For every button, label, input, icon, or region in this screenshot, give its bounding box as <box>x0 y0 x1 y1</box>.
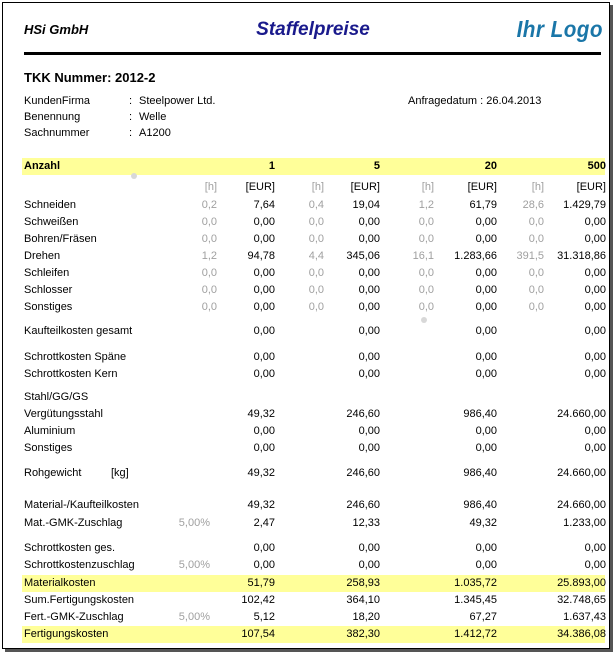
cost-row <box>22 423 605 440</box>
hours-cell: 0,0 <box>528 216 544 228</box>
eur-cell: 0,00 <box>358 301 380 313</box>
eur-cell: 7,64 <box>253 199 275 211</box>
eur-cell: 25.893,00 <box>557 577 606 589</box>
info-separator: : <box>129 95 133 107</box>
row-label: Materialkosten <box>24 577 96 589</box>
cost-row <box>22 609 605 626</box>
cost-row <box>22 540 605 557</box>
eur-cell: 0,00 <box>358 351 380 363</box>
info-value: A1200 <box>139 127 171 139</box>
eur-cell: 0,00 <box>475 216 497 228</box>
unit-eur: [EUR] <box>350 181 380 193</box>
row-label: Sonstiges <box>24 301 73 313</box>
eur-cell: 0,00 <box>253 233 275 245</box>
eur-cell: 0,00 <box>584 301 606 313</box>
row-label: Schrottkosten Späne <box>24 351 127 363</box>
row-label: Rohgewicht <box>24 467 82 479</box>
eur-cell: 0,00 <box>358 559 380 571</box>
hours-cell: 0,2 <box>201 199 217 211</box>
eur-cell: 0,00 <box>358 325 380 337</box>
row-label: Mat.-GMK-Zuschlag <box>24 517 123 529</box>
eur-cell: 0,00 <box>584 284 606 296</box>
hours-cell: 0,0 <box>308 284 324 296</box>
hours-cell: 0,0 <box>201 284 217 296</box>
cost-row <box>22 366 605 383</box>
cost-row <box>22 497 605 514</box>
eur-cell: 19,04 <box>352 199 380 211</box>
eur-cell: 0,00 <box>358 233 380 245</box>
hours-cell: 0,4 <box>308 199 324 211</box>
process-row <box>22 248 605 265</box>
unit-hours: [h] <box>531 181 544 193</box>
eur-cell: 0,00 <box>584 325 606 337</box>
eur-cell: 1.345,45 <box>454 594 497 606</box>
hours-cell: 391,5 <box>516 250 544 262</box>
cost-row <box>22 592 605 609</box>
unit-hours: [h] <box>204 181 217 193</box>
row-label: Schrottkosten Kern <box>24 368 118 380</box>
eur-cell: 0,00 <box>475 284 497 296</box>
hours-cell: 0,0 <box>308 301 324 313</box>
eur-cell: 246,60 <box>346 499 380 511</box>
eur-cell: 986,40 <box>463 499 497 511</box>
process-row <box>22 299 605 316</box>
eur-cell: 49,32 <box>469 517 497 529</box>
company-logo: Ihr Logo <box>516 16 603 42</box>
eur-cell: 94,78 <box>247 250 275 262</box>
eur-cell: 0,00 <box>358 216 380 228</box>
eur-cell: 0,00 <box>358 425 380 437</box>
eur-cell: 0,00 <box>253 542 275 554</box>
row-label: Bohren/Fräsen <box>24 233 97 245</box>
eur-cell: 0,00 <box>253 325 275 337</box>
hours-cell: 1,2 <box>201 250 217 262</box>
eur-cell: 0,00 <box>475 301 497 313</box>
eur-cell: 1.637,43 <box>563 611 606 623</box>
hours-cell: 0,0 <box>418 233 434 245</box>
hours-cell: 0,0 <box>201 301 217 313</box>
eur-cell: 1.429,79 <box>563 199 606 211</box>
unit-hours: [h] <box>421 181 434 193</box>
document-page <box>2 2 610 649</box>
eur-cell: 1.233,00 <box>563 517 606 529</box>
hours-cell: 28,6 <box>522 199 544 211</box>
hours-cell: 0,0 <box>528 284 544 296</box>
eur-cell: 0,00 <box>475 267 497 279</box>
process-row <box>22 214 605 231</box>
eur-cell: 0,00 <box>475 442 497 454</box>
surcharge-percent: 5,00% <box>178 517 210 529</box>
row-label: Schrottkosten ges. <box>24 542 116 554</box>
cost-row <box>22 575 605 592</box>
tkk-number: TKK Nummer: 2012-2 <box>24 70 156 85</box>
row-label: Schlosser <box>24 284 73 296</box>
info-label: KundenFirma <box>24 95 91 107</box>
eur-cell: 24.660,00 <box>557 467 606 479</box>
eur-cell: 0,00 <box>358 542 380 554</box>
cost-row <box>22 626 605 643</box>
eur-cell: 0,00 <box>584 542 606 554</box>
eur-cell: 0,00 <box>584 368 606 380</box>
eur-cell: 24.660,00 <box>557 499 606 511</box>
eur-cell: 246,60 <box>346 408 380 420</box>
row-label: Stahl/GG/GS <box>24 391 89 403</box>
hours-cell: 0,0 <box>201 216 217 228</box>
hours-cell: 0,0 <box>418 267 434 279</box>
cost-row <box>22 389 605 406</box>
unit-eur: [EUR] <box>576 181 606 193</box>
hours-cell: 0,0 <box>201 233 217 245</box>
eur-cell: 0,00 <box>584 351 606 363</box>
hours-cell: 0,0 <box>308 216 324 228</box>
cost-row <box>22 557 605 574</box>
hours-cell: 0,0 <box>528 233 544 245</box>
surcharge-percent: 5,00% <box>178 559 210 571</box>
eur-cell: 5,12 <box>253 611 275 623</box>
eur-cell: 1.412,72 <box>454 628 497 640</box>
hours-cell: 0,0 <box>201 267 217 279</box>
eur-cell: 0,00 <box>253 216 275 228</box>
unit-eur: [EUR] <box>245 181 275 193</box>
row-label: Sum.Fertigungskosten <box>24 594 135 606</box>
eur-cell: 0,00 <box>253 442 275 454</box>
eur-cell: 24.660,00 <box>557 408 606 420</box>
scan-smudge <box>421 317 427 323</box>
eur-cell: 0,00 <box>584 267 606 279</box>
eur-cell: 67,27 <box>469 611 497 623</box>
hours-cell: 0,0 <box>308 233 324 245</box>
row-label: Vergütungsstahl <box>24 408 103 420</box>
hours-cell: 16,1 <box>412 250 434 262</box>
info-separator: : <box>129 127 133 139</box>
row-label: Kaufteilkosten gesamt <box>24 325 133 337</box>
eur-cell: 2,47 <box>253 517 275 529</box>
eur-cell: 1.035,72 <box>454 577 497 589</box>
hours-cell: 0,0 <box>528 301 544 313</box>
eur-cell: 0,00 <box>475 351 497 363</box>
eur-cell: 0,00 <box>253 368 275 380</box>
inquiry-date: Anfragedatum : 26.04.2013 <box>408 95 542 107</box>
eur-cell: 12,33 <box>352 517 380 529</box>
eur-cell: 0,00 <box>584 559 606 571</box>
unit-eur: [EUR] <box>467 181 497 193</box>
eur-cell: 0,00 <box>475 425 497 437</box>
eur-cell: 51,79 <box>247 577 275 589</box>
row-label: Material-/Kaufteilkosten <box>24 499 139 511</box>
eur-cell: 0,00 <box>358 284 380 296</box>
eur-cell: 0,00 <box>253 267 275 279</box>
row-label: Fertigungskosten <box>24 628 109 640</box>
hours-cell: 0,0 <box>418 284 434 296</box>
row-label: Schneiden <box>24 199 76 211</box>
page-header <box>3 3 609 55</box>
row-label: Aluminium <box>24 425 76 437</box>
eur-cell: 0,00 <box>584 442 606 454</box>
eur-cell: 382,30 <box>346 628 380 640</box>
eur-cell: 0,00 <box>253 559 275 571</box>
anzahl-label: Anzahl <box>24 160 61 172</box>
units-row <box>22 179 605 196</box>
hours-cell: 0,0 <box>308 267 324 279</box>
eur-cell: 61,79 <box>469 199 497 211</box>
quantity-1: 1 <box>268 160 275 172</box>
eur-cell: 0,00 <box>584 216 606 228</box>
header-rule <box>24 52 601 55</box>
process-row <box>22 197 605 214</box>
eur-cell: 32.748,65 <box>557 594 606 606</box>
company-name: HSi GmbH <box>24 22 89 37</box>
info-label: Benennung <box>24 111 81 123</box>
row-unit: [kg] <box>111 467 129 479</box>
page-title: Staffelpreise <box>256 19 370 40</box>
row-label: Drehen <box>24 250 61 262</box>
row-label: Fert.-GMK-Zuschlag <box>24 611 124 623</box>
process-row <box>22 265 605 282</box>
eur-cell: 0,00 <box>475 542 497 554</box>
hours-cell: 1,2 <box>418 199 434 211</box>
scan-smudge <box>131 173 137 179</box>
eur-cell: 0,00 <box>475 559 497 571</box>
eur-cell: 102,42 <box>241 594 275 606</box>
eur-cell: 986,40 <box>463 467 497 479</box>
info-label: Sachnummer <box>24 127 90 139</box>
cost-row <box>22 323 605 340</box>
eur-cell: 0,00 <box>253 351 275 363</box>
eur-cell: 0,00 <box>358 442 380 454</box>
eur-cell: 0,00 <box>584 425 606 437</box>
cost-row <box>22 349 605 366</box>
row-label: Schleifen <box>24 267 70 279</box>
eur-cell: 0,00 <box>475 233 497 245</box>
surcharge-percent: 5,00% <box>178 611 210 623</box>
eur-cell: 0,00 <box>475 325 497 337</box>
cost-row <box>22 465 605 482</box>
hours-cell: 4,4 <box>308 250 324 262</box>
eur-cell: 31.318,86 <box>557 250 606 262</box>
quantity-4: 500 <box>587 160 606 172</box>
info-separator: : <box>129 111 133 123</box>
process-row <box>22 231 605 248</box>
eur-cell: 34.386,08 <box>557 628 606 640</box>
eur-cell: 258,93 <box>346 577 380 589</box>
cost-row <box>22 406 605 423</box>
eur-cell: 49,32 <box>247 408 275 420</box>
info-value: Welle <box>139 111 167 123</box>
cost-row <box>22 440 605 457</box>
eur-cell: 107,54 <box>241 628 275 640</box>
cost-row <box>22 515 605 532</box>
eur-cell: 0,00 <box>253 425 275 437</box>
quantity-3: 20 <box>484 160 497 172</box>
eur-cell: 0,00 <box>584 233 606 245</box>
eur-cell: 0,00 <box>253 284 275 296</box>
process-row <box>22 282 605 299</box>
eur-cell: 345,06 <box>346 250 380 262</box>
unit-hours: [h] <box>311 181 324 193</box>
eur-cell: 0,00 <box>358 267 380 279</box>
hours-cell: 0,0 <box>418 216 434 228</box>
row-label: Schrottkostenzuschlag <box>24 559 135 571</box>
eur-cell: 246,60 <box>346 467 380 479</box>
eur-cell: 0,00 <box>253 301 275 313</box>
quantity-header-row <box>22 158 605 175</box>
eur-cell: 49,32 <box>247 467 275 479</box>
row-label: Sonstiges <box>24 442 73 454</box>
eur-cell: 49,32 <box>247 499 275 511</box>
eur-cell: 0,00 <box>358 368 380 380</box>
eur-cell: 0,00 <box>475 368 497 380</box>
eur-cell: 18,20 <box>352 611 380 623</box>
quantity-2: 5 <box>373 160 380 172</box>
hours-cell: 0,0 <box>528 267 544 279</box>
eur-cell: 986,40 <box>463 408 497 420</box>
eur-cell: 364,10 <box>346 594 380 606</box>
row-label: Schweißen <box>24 216 79 228</box>
eur-cell: 1.283,66 <box>454 250 497 262</box>
info-value: Steelpower Ltd. <box>139 95 216 107</box>
hours-cell: 0,0 <box>418 301 434 313</box>
